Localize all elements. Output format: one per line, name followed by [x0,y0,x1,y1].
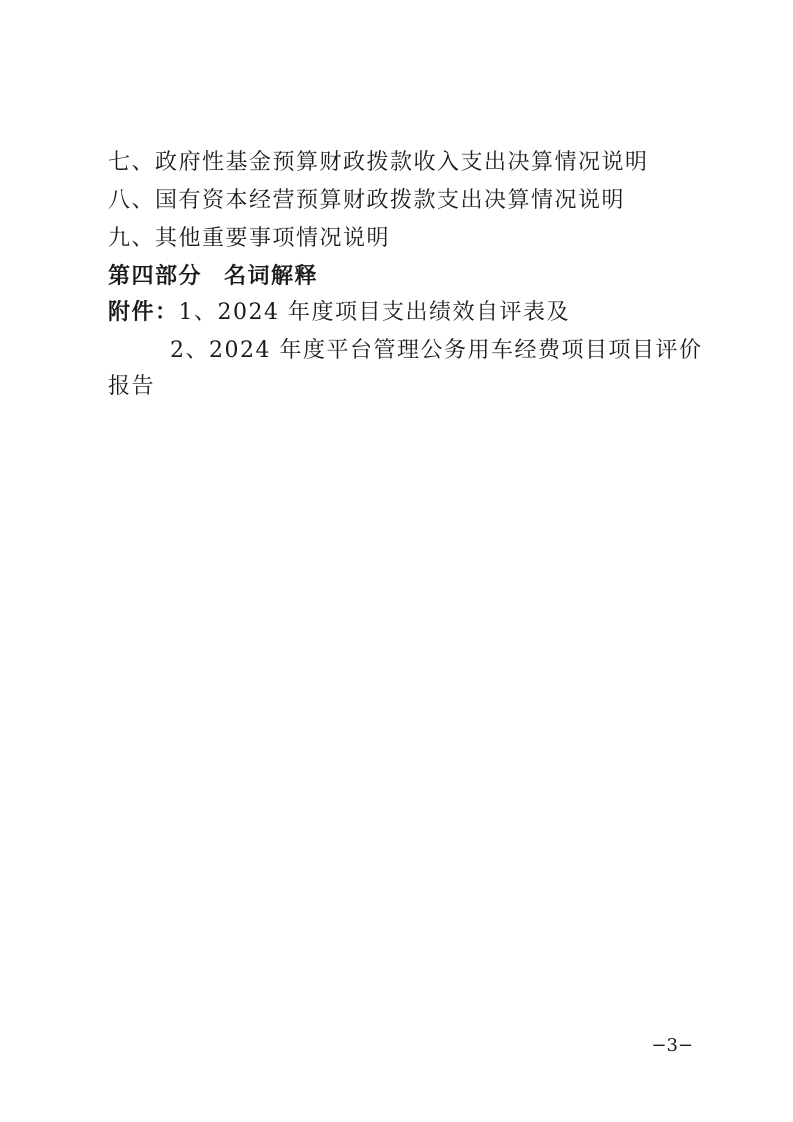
section-item-9: 九、其他重要事项情况说明 [108,226,391,251]
attachment-item-2: 2、2024 年度平台管理公务用车经费项目项目评价 [170,338,703,363]
attachment-item-1: 1、2024 年度项目支出绩效自评表及 [178,300,570,325]
section-item-8: 八、国有资本经营预算财政拨款支出决算情况说明 [108,188,626,213]
section-item-7: 七、政府性基金预算财政拨款收入支出决算情况说明 [108,150,649,175]
page-number: −3− [651,1035,693,1056]
attachment-item-2-continued: 报告 [108,374,156,399]
attachment-label: 附件： [108,300,179,325]
part-four-label: 第四部分 [108,264,203,289]
part-four-heading [108,262,318,292]
part-four-title: 名词解释 [224,264,319,289]
attachment-line-1 [108,298,570,328]
